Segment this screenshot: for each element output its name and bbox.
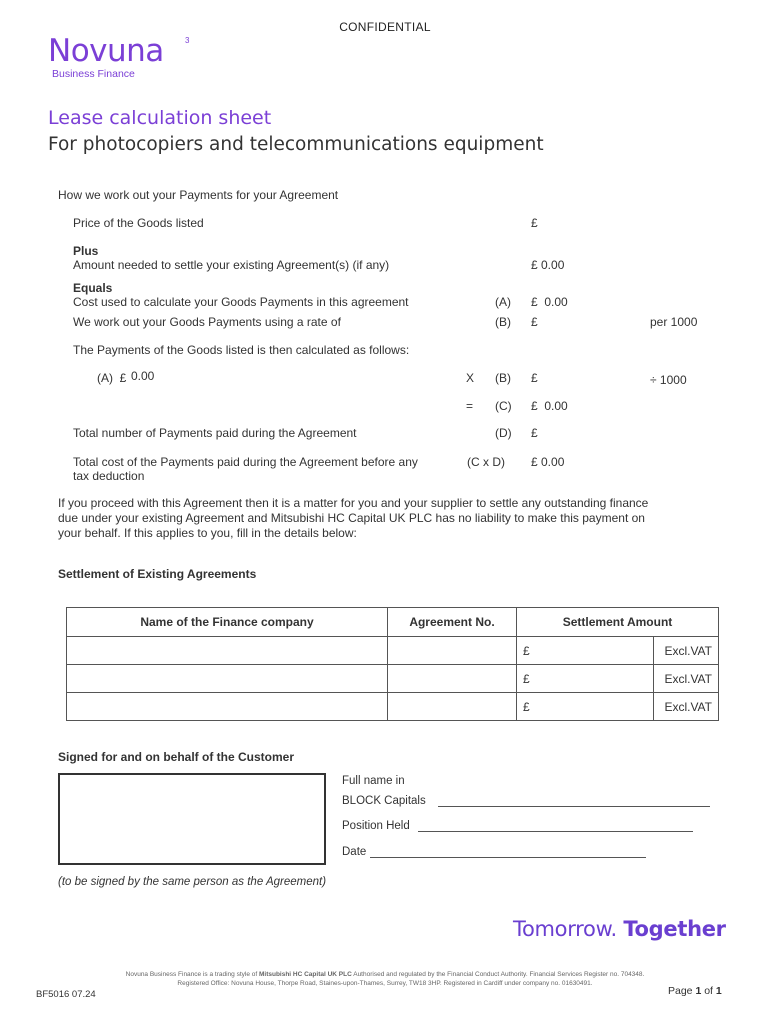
settlement-amount-cell[interactable]: £ xyxy=(517,693,654,721)
legal-line-2: Registered Office: Novuna House, Thorpe Road, Staines-upon-Thames, Surrey, TW18 3HP. Registered in Cardiff under company no. 01630491. xyxy=(177,980,593,987)
tagline-together: Together xyxy=(623,917,726,941)
calc-formula-intro: The Payments of the Goods listed is then calculated as follows: xyxy=(73,343,410,357)
divide-1000: ÷ 1000 xyxy=(650,373,687,387)
page-prefix: Page xyxy=(668,985,696,997)
plus-label: Plus xyxy=(73,244,99,258)
equals-sign: = xyxy=(466,399,474,413)
c-field[interactable]: £ 0.00 xyxy=(531,399,568,413)
settle-label: Amount needed to settle your existing Agreement(s) (if any) xyxy=(73,258,390,272)
confidential-label: CONFIDENTIAL xyxy=(339,20,431,34)
cxd-ref: (C x D) xyxy=(467,455,505,469)
agreement-no-cell[interactable] xyxy=(388,665,517,693)
settlement-amount-cell[interactable]: £ xyxy=(517,665,654,693)
calc-intro: How we work out your Payments for your Agreement xyxy=(58,188,339,202)
vat-cell: Excl.VAT xyxy=(654,693,719,721)
b-field[interactable]: £ xyxy=(531,371,538,385)
price-label: Price of the Goods listed xyxy=(73,216,204,230)
total-cost-label-2: tax deduction xyxy=(73,469,145,483)
logo-subtitle: Business Finance xyxy=(52,68,135,80)
total-cost-label: Total cost of the Payments paid during the Agreement before any xyxy=(73,455,418,469)
cxd-field[interactable]: £ 0.00 xyxy=(531,455,565,469)
agreement-no-cell[interactable] xyxy=(388,693,517,721)
block-capitals-label: BLOCK Capitals xyxy=(342,795,426,807)
date-label: Date xyxy=(342,846,367,858)
cost-ref: (A) xyxy=(495,295,511,309)
finance-company-cell[interactable] xyxy=(67,637,388,665)
notice-line-1: If you proceed with this Agreement then it is a matter for you and your supplier to settle any outstanding finance xyxy=(58,496,649,510)
fullname-field[interactable] xyxy=(438,806,710,807)
tagline xyxy=(513,917,726,941)
table-row xyxy=(67,693,719,721)
a-field[interactable]: 0.00 xyxy=(131,369,155,383)
rate-ref: (B) xyxy=(495,315,511,329)
tagline-tomorrow: Tomorrow. xyxy=(513,917,617,941)
col-agreement-no: Agreement No. xyxy=(388,608,517,637)
times-sign: X xyxy=(466,371,475,385)
finance-company-cell[interactable] xyxy=(67,693,388,721)
d-ref: (D) xyxy=(495,426,512,440)
rate-unit: per 1000 xyxy=(650,315,698,329)
settlement-amount-cell[interactable]: £ xyxy=(517,637,654,665)
table-row xyxy=(67,637,719,665)
agreement-no-cell[interactable] xyxy=(388,637,517,665)
signature-box[interactable] xyxy=(58,773,326,865)
cost-field[interactable]: £ 0.00 xyxy=(531,295,568,309)
finance-company-cell[interactable] xyxy=(67,665,388,693)
rate-field[interactable]: £ xyxy=(531,315,538,329)
settlement-table xyxy=(66,607,719,721)
form-code: BF5016 07.24 xyxy=(36,989,96,1000)
equals-label: Equals xyxy=(73,281,113,295)
page-number xyxy=(668,985,722,997)
page-current: 1 xyxy=(695,985,702,997)
logo-mark-icon: 3 xyxy=(185,36,190,45)
settle-field[interactable]: £ 0.00 xyxy=(531,258,565,272)
page-subtitle: For photocopiers and telecommunications equipment xyxy=(48,134,544,155)
novuna-logo: Novuna xyxy=(48,33,164,69)
page-of: of xyxy=(701,985,716,997)
position-label: Position Held xyxy=(342,820,410,832)
price-field[interactable]: £ xyxy=(531,216,538,230)
signature-heading: Signed for and on behalf of the Customer xyxy=(58,750,295,764)
position-field[interactable] xyxy=(418,831,693,832)
signature-note: (to be signed by the same person as the Agreement) xyxy=(58,876,327,888)
col-finance-company: Name of the Finance company xyxy=(67,608,388,637)
vat-cell: Excl.VAT xyxy=(654,665,719,693)
fullname-label: Full name in xyxy=(342,775,405,787)
legal-line-1 xyxy=(60,971,710,978)
date-field[interactable] xyxy=(370,857,646,858)
total-number-label: Total number of Payments paid during the Agreement xyxy=(73,426,357,440)
d-field[interactable]: £ xyxy=(531,426,538,440)
page-total: 1 xyxy=(715,985,722,997)
legal-text-post: Authorised and regulated by the Financial Conduct Authority. Financial Services Register no. 704348. xyxy=(351,971,645,978)
c-ref: (C) xyxy=(495,399,512,413)
notice-line-2: due under your existing Agreement and Mitsubishi HC Capital UK PLC has no liability to make this payment on xyxy=(58,511,645,525)
col-settlement-amount: Settlement Amount xyxy=(517,608,719,637)
table-header-row xyxy=(67,608,719,637)
settlement-heading: Settlement of Existing Agreements xyxy=(58,567,257,581)
notice-line-3: your behalf. If this applies to you, fill in the details below: xyxy=(58,526,357,540)
a-label: (A) £ xyxy=(97,371,127,385)
page-title: Lease calculation sheet xyxy=(48,107,272,129)
cost-label: Cost used to calculate your Goods Payments in this agreement xyxy=(73,295,409,309)
vat-cell: Excl.VAT xyxy=(654,637,719,665)
legal-text: Novuna Business Finance is a trading style of xyxy=(125,971,259,978)
legal-company: Mitsubishi HC Capital UK PLC xyxy=(258,971,352,978)
b-ref: (B) xyxy=(495,371,511,385)
table-row xyxy=(67,665,719,693)
rate-label: We work out your Goods Payments using a rate of xyxy=(73,315,341,329)
